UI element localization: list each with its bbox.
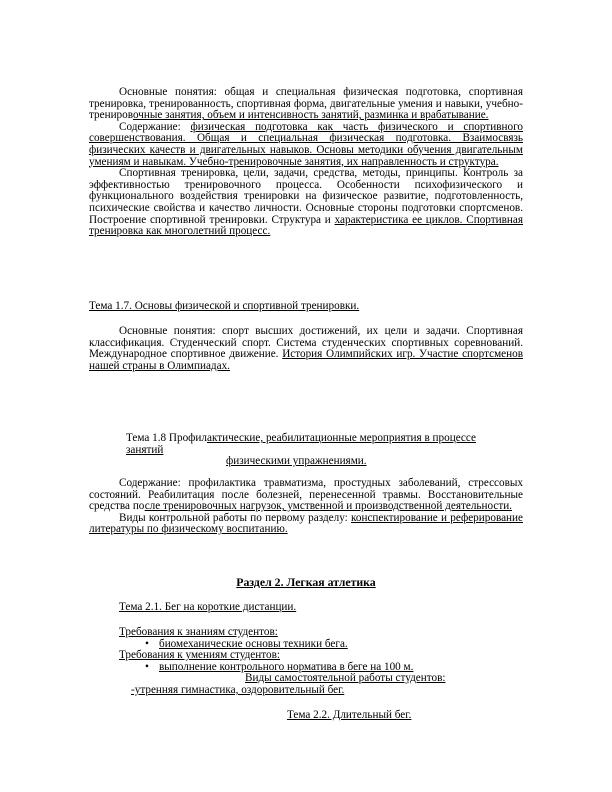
- prevention-block: [89, 478, 523, 536]
- control-work-paragraph: Виды контрольной работы по первому разделу: конспектирование и реферирование литературы по физическому воспитанию.: [89, 511, 523, 536]
- topic-2-2-heading: Тема 2.2. Длительный бег.: [287, 709, 412, 721]
- list-item: • биомеханические основы техники бега.: [159, 639, 523, 651]
- list-item: • выполнение контрольного норматива в беге на 100 м.: [159, 662, 523, 674]
- independent-work-title: Виды самостоятельной работы студентов:: [245, 672, 446, 685]
- skills-requirements-title: Требования к умениям студентов:: [119, 649, 280, 662]
- sport-concepts-block: [89, 326, 523, 372]
- knowledge-requirements-title: Требования к знаниям студентов:: [119, 626, 278, 638]
- requirements-block: [119, 627, 523, 697]
- section-2-heading: Раздел 2. Легкая атлетика: [236, 575, 376, 589]
- knowledge-list: [119, 639, 523, 651]
- training-paragraph: Спортивная тренировка, цели, задачи, средства, методы, принципы. Контроль за эффективностью тренировочного процесса. Особенности психофизического и функционального воздействия тренировки на физическое развитие, подготовленность, психические свойства и качество личности. Основные стороны подготовки спортсменов. Построение спортивной тренировки. Структура и характеристика ее циклов. Спортивная тренировка как многолетний процесс.: [89, 167, 523, 238]
- sport-concepts-paragraph: Основные понятия: спорт высших достижений, их цели и задачи. Спортивная классификация. Студенческий спорт. Система студенческих спортивных соревнований. Международное спортивное движение. История Олимпийских игр. Участие спортсменов нашей страны в Олимпиадах.: [89, 325, 523, 372]
- basic-concepts-block: [89, 87, 523, 238]
- topic-1-7-heading: Тема 1.7. Основы физической и спортивной тренировки.: [89, 300, 360, 312]
- independent-work-item: -утренняя гимнастика, оздоровительный бег.: [131, 683, 345, 696]
- topic-1-8-heading: Тема 1.8 Профилактические, реабилитационные мероприятия в процессе занятий физическими упражнениями.: [126, 432, 476, 468]
- basic-concepts-paragraph: Основные понятия: общая и специальная физическая подготовка, спортивная тренировка, тренированность, спортивная форма, двигательные умения и навыки, учебно-тренировочные занятия, объем и интенсивность занятий, разминка и врабатывание.: [89, 86, 523, 122]
- skills-list: [119, 662, 523, 674]
- content-paragraph: Содержание: физическая подготовка как часть физического и спортивного совершенствования. Общая и специальная физическая подготовка. Взаимосвязь физических качеств и двигательных навыков. Основы методики обучения двигательным умениям и навыкам. Учебно-тренировочные занятия, их направленность и структура.: [89, 120, 523, 168]
- topic-2-1-heading: Тема 2.1. Бег на короткие дистанции.: [119, 601, 297, 613]
- prevention-paragraph: Содержание: профилактика травматизма, простудных заболеваний, стрессовых состояний. Реабилитация после болезней, перенесенной травмы. Восстановительные средства после тренировочных нагрузок, умственной и производственной деятельности.: [89, 477, 523, 513]
